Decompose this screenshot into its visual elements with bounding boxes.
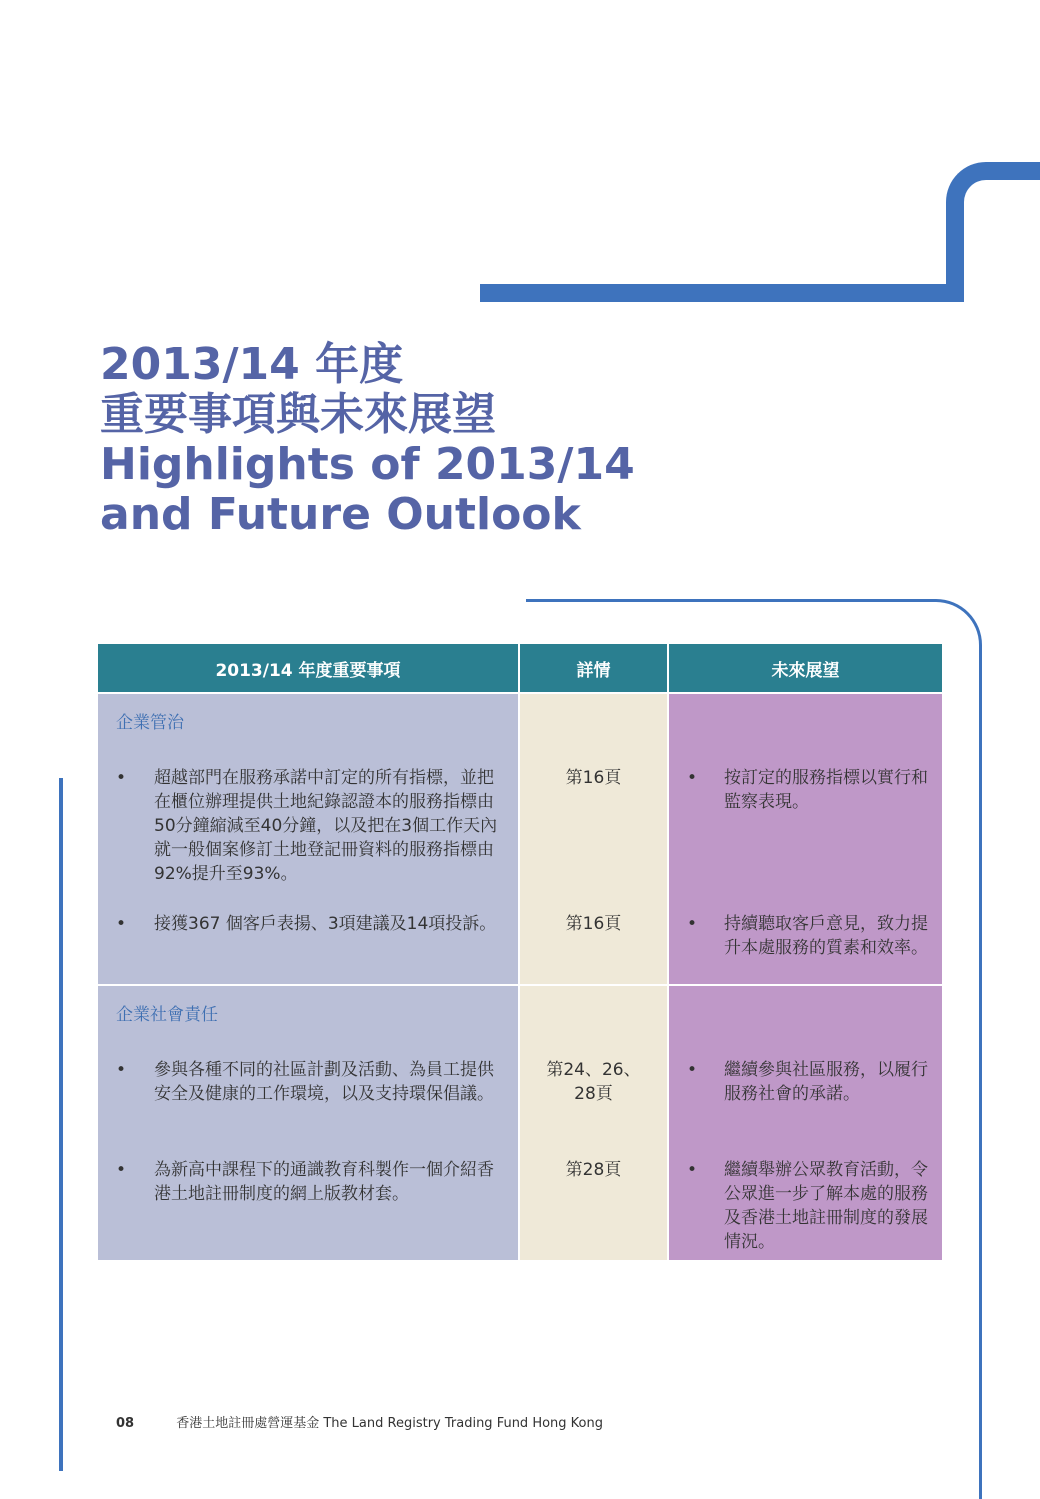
bullet-icon: • [687,914,698,934]
highlights-cell [98,693,519,985]
page-reference: 第16頁 [565,768,622,788]
decorative-left-line [59,778,63,1471]
bullet-icon: • [116,768,127,788]
outlook-text: 繼續參與社區服務，以履行服務社會的承諾。 [724,1060,928,1104]
outlook-text: 繼續舉辦公眾教育活動，令公眾進一步了解本處的服務及香港土地註冊制度的發展情況。 [724,1160,928,1252]
table-header-row [98,644,942,693]
title-line-1: 2013/14 年度 [100,339,404,390]
outlook-item [669,766,942,888]
outlook-item [669,1158,942,1260]
page-number: 08 [116,1416,135,1431]
bullet-icon: • [116,1160,127,1180]
highlight-text: 超越部門在服務承諾中訂定的所有指標，並把在櫃位辦理提供土地紀錄認證本的服務指標由50分鐘縮減至40分鐘，以及把在3個工作天內就一般個案修訂土地登記冊資料的服務指標由92%提升至93%。 [154,768,498,884]
highlight-text: 接獲367 個客戶表揚、3項建議及14項投訴。 [154,914,497,934]
header-highlights: 2013/14 年度重要事項 [98,644,519,693]
footer-publication-name: 香港土地註冊處營運基金 The Land Registry Trading Fund Hong Kong [176,1416,603,1431]
highlight-item [98,766,518,888]
highlight-text: 為新高中課程下的通識教育科製作一個介紹香港土地註冊制度的網上版教材套。 [154,1160,494,1204]
table-section-corporate-governance [98,693,942,985]
highlight-item [98,1158,518,1260]
page-title [100,340,635,540]
page-reference: 第28頁 [565,1160,622,1180]
outlook-item [669,1058,942,1136]
outlook-text: 持續聽取客戶意見，致力提升本處服務的質素和效率。 [724,914,928,958]
title-line-2: 重要事項與未來展望 [100,389,496,440]
highlight-item [98,1058,518,1136]
decorative-top-bar [480,284,950,302]
highlight-item [98,912,518,984]
header-outlook: 未來展望 [668,644,942,693]
decorative-top-hook [946,162,1040,302]
section-heading: 企業管治 [116,713,184,733]
bullet-icon: • [687,1060,698,1080]
title-line-3: Highlights of 2013/14 [100,439,635,490]
outlook-item [669,912,942,984]
outlook-text: 按訂定的服務指標以實行和監察表現。 [724,768,928,812]
page-reference: 第24、26、28頁 [546,1060,641,1104]
bullet-icon: • [116,914,127,934]
bullet-icon: • [116,1060,127,1080]
bullet-icon: • [687,768,698,788]
details-cell [519,985,668,1260]
highlight-text: 參與各種不同的社區計劃及活動、為員工提供安全及健康的工作環境，以及支持環保倡議。 [154,1060,494,1104]
page-reference: 第16頁 [565,914,622,934]
page-footer [116,1412,603,1431]
details-cell [519,693,668,985]
outlook-cell [668,693,942,985]
title-line-4: and Future Outlook [100,489,581,540]
outlook-cell [668,985,942,1260]
header-details: 詳情 [519,644,668,693]
section-heading: 企業社會責任 [116,1005,218,1025]
highlights-table [98,644,942,1260]
highlights-cell [98,985,519,1260]
bullet-icon: • [687,1160,698,1180]
table-section-corporate-social-responsibility [98,985,942,1260]
